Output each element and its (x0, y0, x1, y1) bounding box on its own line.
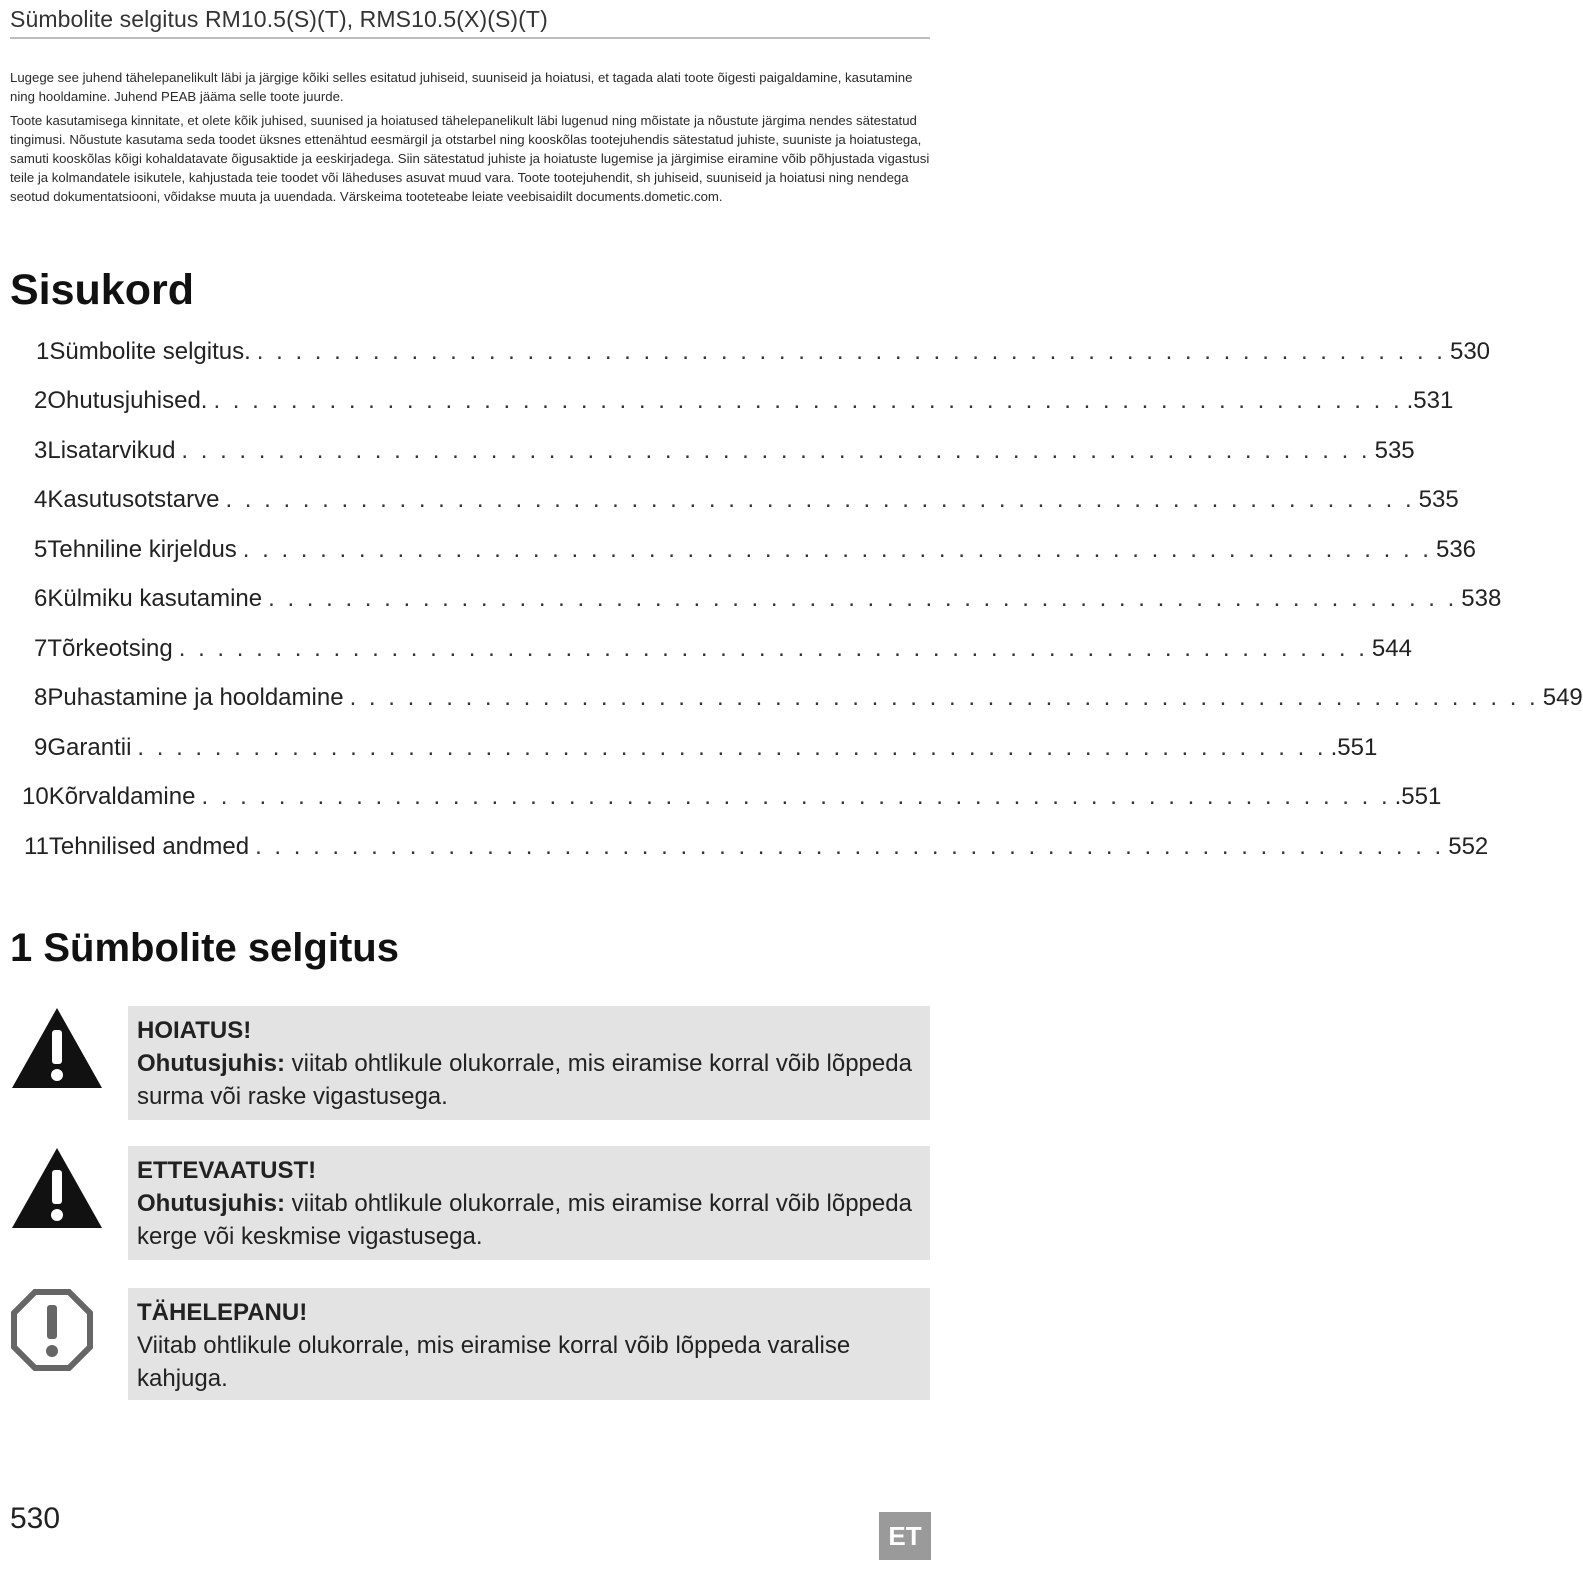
intro-text (10, 68, 930, 211)
warning-notice (128, 1006, 930, 1120)
toc-entry-number: 9 (34, 734, 48, 761)
toc-heading: Sisukord (10, 266, 194, 314)
toc-entry-title: Kasutusotstarve (47, 486, 220, 513)
toc-entry-title: Ohutusjuhised. (47, 387, 208, 414)
toc-leader-dots: . . . . . . . . . . . . . . . . . . . . . . . . . . . . . . . . . . . . . . . . . . . . . . . . . . . . . . . . . . . . . . (268, 585, 1458, 612)
running-header: Sümbolite selgitus RM10.5(S)(T), RMS10.5(X)(S)(T) (10, 6, 930, 39)
toc-leader-dots: . . . . . . . . . . . . . . . . . . . . . . . . . . . . . . . . . . . . . . . . . . . . . . . . . . . . . . . . . . . . . . (201, 783, 1391, 810)
section-heading: 1 Sümbolite selgitus (10, 926, 399, 970)
toc-leader-dots: . . . . . . . . . . . . . . . . . . . . . . . . . . . . . . . . . . . . . . . . . . . . . . . . . . . . . . . . . . . . . . (137, 734, 1327, 761)
toc-leader-dots: . . . . . . . . . . . . . . . . . . . . . . . . . . . . . . . . . . . . . . . . . . . . . . . . . . . . . . . . . . . . . . (181, 437, 1371, 464)
toc-entry-page: 530 (1449, 338, 1491, 365)
notice-text: Viitab ohtlikule olukorrale, mis eiramise korral võib lõppeda varalise kahjuga. (137, 1332, 851, 1392)
toc-entry-4[interactable] (34, 486, 1459, 526)
notice-octagon-icon (10, 1288, 94, 1372)
toc-entry-number: 1 (36, 338, 50, 365)
notice-title: ETTEVAATUST! (137, 1157, 317, 1184)
attention-notice (128, 1288, 930, 1400)
toc-entry-title: Külmiku kasutamine (47, 585, 263, 612)
toc-entry-page: .551 (1330, 734, 1378, 761)
toc-entry-number: 11 (24, 833, 49, 860)
toc-entry-2[interactable] (34, 387, 1454, 427)
toc-entry-title: Tehniline kirjeldus (47, 536, 237, 563)
toc-entry-8[interactable] (34, 684, 1583, 724)
notice-title: TÄHELEPANU! (137, 1299, 308, 1326)
toc-entry-9[interactable] (34, 734, 1378, 774)
toc-entry-number: 7 (34, 635, 48, 662)
toc-entry-10[interactable] (22, 783, 1442, 823)
toc-entry-number: 3 (34, 437, 48, 464)
toc-entry-5[interactable] (34, 536, 1477, 576)
toc-entry-title: Garantii (47, 734, 132, 761)
toc-entry-title: Puhastamine ja hooldamine (47, 684, 344, 711)
toc-entry-title: Lisatarvikud (47, 437, 176, 464)
toc-entry-3[interactable] (34, 437, 1415, 477)
notice-text: viitab ohtlikule olukorrale, mis eiramise korral võib lõppeda surma või raske vigastusega. (137, 1050, 912, 1110)
notice-title: HOIATUS! (137, 1017, 252, 1044)
toc-entry-number: 5 (34, 536, 48, 563)
notice-lead: Ohutusjuhis: (137, 1050, 285, 1077)
toc-leader-dots: . . . . . . . . . . . . . . . . . . . . . . . . . . . . . . . . . . . . . . . . . . . . . . . . . . . . . . . . . . . . . . (213, 387, 1403, 414)
toc-leader-dots: . . . . . . . . . . . . . . . . . . . . . . . . . . . . . . . . . . . . . . . . . . . . . . . . . . . . . . . . . . . . . . (256, 338, 1446, 365)
toc-entry-title: Kõrvaldamine (48, 783, 196, 810)
page-number: 530 (10, 1502, 61, 1535)
toc-entry-page: .531 (1406, 387, 1454, 414)
notice-text: viitab ohtlikule olukorrale, mis eiramise korral võib lõppeda kerge või keskmise vigastusega. (137, 1190, 912, 1250)
toc-leader-dots: . . . . . . . . . . . . . . . . . . . . . . . . . . . . . . . . . . . . . . . . . . . . . . . . . . . . . . . . . . . . . . (349, 684, 1539, 711)
toc-entry-page: 544 (1371, 635, 1412, 662)
notice-lead: Ohutusjuhis: (137, 1190, 285, 1217)
toc-entry-number: 6 (34, 585, 48, 612)
language-badge: ET (879, 1512, 931, 1560)
toc-entry-number: 2 (34, 387, 48, 414)
toc-entry-number: 8 (34, 684, 48, 711)
toc-entry-7[interactable] (34, 635, 1412, 675)
toc-leader-dots: . . . . . . . . . . . . . . . . . . . . . . . . . . . . . . . . . . . . . . . . . . . . . . . . . . . . . . . . . . . . . . (255, 833, 1445, 860)
toc-entry-title: Tõrkeotsing (47, 635, 173, 662)
toc-entry-11[interactable] (24, 833, 1489, 873)
caution-triangle-icon (10, 1146, 104, 1230)
warning-triangle-icon (10, 1006, 104, 1090)
toc-entry-page: 538 (1461, 585, 1502, 612)
intro-paragraph-1: Lugege see juhend tähelepanelikult läbi ja järgige kõiki selles esitatud juhiseid, suuniseid ja hoiatusi, et tagada alati toote õigesti paigaldamine, kasutamine ning hooldamine. Juhend PEAB jääma selle toote juurde. (10, 70, 913, 104)
toc-entry-page: 536 (1435, 536, 1477, 563)
toc-entry-number: 4 (34, 486, 48, 513)
toc-leader-dots: . . . . . . . . . . . . . . . . . . . . . . . . . . . . . . . . . . . . . . . . . . . . . . . . . . . . . . . . . . . . . . (225, 486, 1415, 513)
toc-entry-page: 552 (1448, 833, 1489, 860)
toc-entry-title: Tehnilised andmed (48, 833, 250, 860)
toc-entry-page: 535 (1374, 437, 1415, 464)
toc-leader-dots: . . . . . . . . . . . . . . . . . . . . . . . . . . . . . . . . . . . . . . . . . . . . . . . . . . . . . . . . . . . . . . (178, 635, 1368, 662)
toc-entry-6[interactable] (34, 585, 1502, 625)
caution-notice (128, 1146, 930, 1260)
toc-entry-1[interactable] (36, 338, 1491, 378)
intro-paragraph-2: Toote kasutamisega kinnitate, et olete kõik juhised, suunised ja hoiatused tähelepanelikult läbi lugenud ning mõistate ja nõustute järgima nendes sätestatud tingimusi. Nõustute kasutama seda toodet üksnes ettenähtud eesmärgil ja otstarbel ning kooskõlas tootejuhendis sätestatud juhiste, suuniste ja hoiatustega, samuti kooskõlas kõigi kohaldatavate õigusaktide ja eeskirjadega. Siin sätestatud juhiste ja hoiatuste lugemise ja järgimise eiramine võib põhjustada vigastusi teile ja kolmandatele isikutele, kahjustada teie toodet või läheduses asuvat muud vara. Toote tootejuhendit, sh juhiseid, suuniseid ja hoiatusi ning nendega seotud dokumentatsiooni, võidakse muuta ja uuendada. Värskeima tooteteabe leiate veebisaidilt documents.dometic.com. (10, 113, 930, 204)
toc-leader-dots: . . . . . . . . . . . . . . . . . . . . . . . . . . . . . . . . . . . . . . . . . . . . . . . . . . . . . . . . . . . . . . (242, 536, 1432, 563)
toc-entry-page: 535 (1418, 486, 1459, 513)
toc-entry-page: .551 (1394, 783, 1442, 810)
toc-entry-title: Sümbolite selgitus. (49, 338, 251, 365)
toc-entry-number: 10 (22, 783, 49, 810)
toc-entry-page: 549 (1542, 684, 1583, 711)
